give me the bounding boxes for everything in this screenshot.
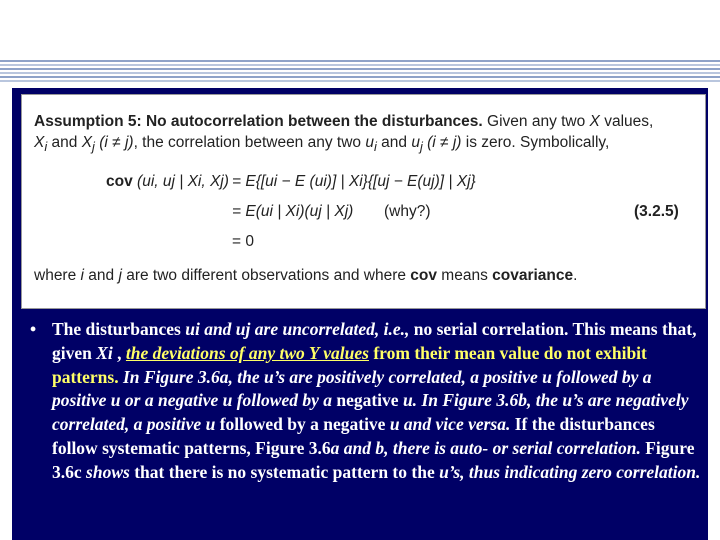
- text-run: If the disturbances follow systematic patterns, Figure 3.6: [52, 414, 655, 458]
- text-run: (i ≠ j): [94, 134, 134, 151]
- text-run: no serial correlation. This means that, given: [52, 319, 697, 363]
- text-run: u and vice versa.: [389, 414, 511, 435]
- text-run: shows: [86, 461, 130, 482]
- text-run: are two different observations and where: [121, 267, 411, 284]
- text-run: that there is no systematic pattern to the: [129, 461, 440, 482]
- text-run: negative: [331, 390, 403, 411]
- cov-label: cov: [106, 173, 133, 190]
- text-run: In Figure 3.6b, the u’s are negatively correlated, a positive u: [52, 390, 689, 435]
- equation-lhs: (ui, uj | Xi, Xj): [137, 173, 229, 190]
- text-run: ui and uj are uncorrelated, i.e.,: [185, 319, 410, 339]
- text-run: values,: [599, 113, 654, 130]
- assumption-heading: Assumption 5: No autocorrelation between the disturbances.: [34, 113, 483, 130]
- assumption-box: [21, 94, 706, 309]
- equation-rhs-3: = 0: [232, 233, 254, 250]
- equation-number: (3.2.5): [634, 203, 679, 220]
- text-run: i: [80, 267, 84, 284]
- text-run: X: [81, 134, 93, 151]
- text-run: The disturbances: [52, 319, 186, 339]
- text-run: , the correlation between any two: [133, 134, 366, 151]
- text-run: followed by a negative: [215, 414, 390, 435]
- bullet-paragraph: [52, 318, 702, 485]
- highlighted-phrase: the deviations of any two Y values: [125, 342, 369, 363]
- equation-line-1: [106, 173, 229, 191]
- text-run: is zero. Symbolically,: [461, 134, 610, 151]
- text-run: X: [589, 113, 600, 130]
- text-run: j: [92, 139, 95, 155]
- text-run: Figure 3.6c: [52, 437, 695, 482]
- text-run: (i ≠ j): [422, 134, 462, 151]
- text-run: Given any two: [482, 113, 590, 130]
- text-run: i: [44, 139, 48, 155]
- text-run: Xi: [96, 342, 113, 363]
- text-run: X: [34, 134, 45, 151]
- assumption-text: [34, 111, 696, 157]
- text-run: covariance: [492, 267, 574, 284]
- text-run: j: [118, 267, 122, 284]
- equation-rhs-2: = E(ui | Xi)(uj | Xj): [232, 203, 354, 220]
- text-run: u.: [402, 390, 418, 411]
- text-run: j: [419, 139, 423, 155]
- bullet-icon: •: [30, 319, 37, 339]
- why-note: (why?): [384, 203, 431, 220]
- text-run: a and b, there is auto- or serial correlation.: [330, 437, 641, 458]
- text-run: ,: [112, 342, 126, 363]
- text-run: and: [47, 134, 82, 151]
- equation-rhs-1: = E{[ui − E (ui)] | Xi}{[uj − E(uj)] | Xj}: [232, 173, 476, 190]
- text-run: i: [373, 139, 377, 155]
- text-run: means: [437, 267, 493, 284]
- box-footer: [34, 267, 577, 285]
- text-run: In Figure 3.6a, the u’s are positively correlated, a positive u followed by a positive u or a negative u followed by a: [52, 366, 652, 411]
- text-run: where: [34, 267, 81, 284]
- text-run: and: [376, 134, 412, 151]
- text-run: u’s, thus indicating zero correlation.: [439, 461, 701, 482]
- highlighted-phrase: from their mean value do not exhibit patterns.: [52, 342, 647, 387]
- header-stripes: [0, 60, 720, 84]
- text-run: u: [411, 134, 420, 151]
- text-run: and: [83, 267, 119, 284]
- text-run: u: [365, 134, 374, 151]
- text-run: .: [573, 267, 578, 284]
- text-run: cov: [410, 267, 437, 284]
